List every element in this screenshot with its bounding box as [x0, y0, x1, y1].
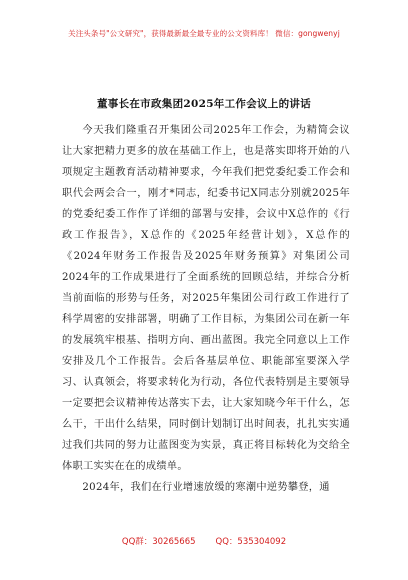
footer-contact [0, 535, 408, 547]
body-paragraph: 今天我们隆重召开集团公司2025年工作会，为精简会议让大家把精力更多的放在基础工作上，也是落实即将开始的八项规定主题教育活动精神要求，今年我们把党委纪委工作会和职代会两会合一，刚才*同志，纪委书记X同志分别就2025年的党委纪委工作作了详细的部署与安排，会议中X总作的《行政工作报告》，X总作的《2025年经营计划》，X总作的《2024年财务工作报告及2025年财务预算》对集团公司2024年的工作成果进行了全面系统的回顾总结，并综合分析当前面临的形势与任务，对2025年集团公司行政工作进行了科学周密的安排部署，明确了工作目标，为集团公司在新一年的发展筑牢根基、指明方向、画出蓝图。我完全同意以上工作安排及几个工作报告。会后各基层单位、职能部室要深入学习、认真领会，将要求转化为行动，各位代表特别是主要领导一定要把会议精神传达落实下去，让大家知晓今年干什么，怎么干，干出什么结果，同时倒计划制订出时间表，扎扎实实通过我们共同的努力让蓝图变为实景，真正将目标转化为交给全体职工实实在在的成绩单。 [62, 125, 350, 472]
header-notice: 关注头条号"公文研究"，获得最新最全最专业的公文资料库！ 微信：gongwenyj [68, 29, 340, 38]
footer-qq-group: QQ群：30265665 [121, 537, 196, 547]
document-title: 董事长在市政集团2025年工作会议上的讲话 [96, 98, 312, 110]
footer-qq: QQ：535304092 [215, 537, 287, 547]
body-paragraph: 2024年，我们在行业增速放缓的寒潮中逆势攀登，通 [82, 482, 330, 493]
document-body [62, 120, 350, 498]
